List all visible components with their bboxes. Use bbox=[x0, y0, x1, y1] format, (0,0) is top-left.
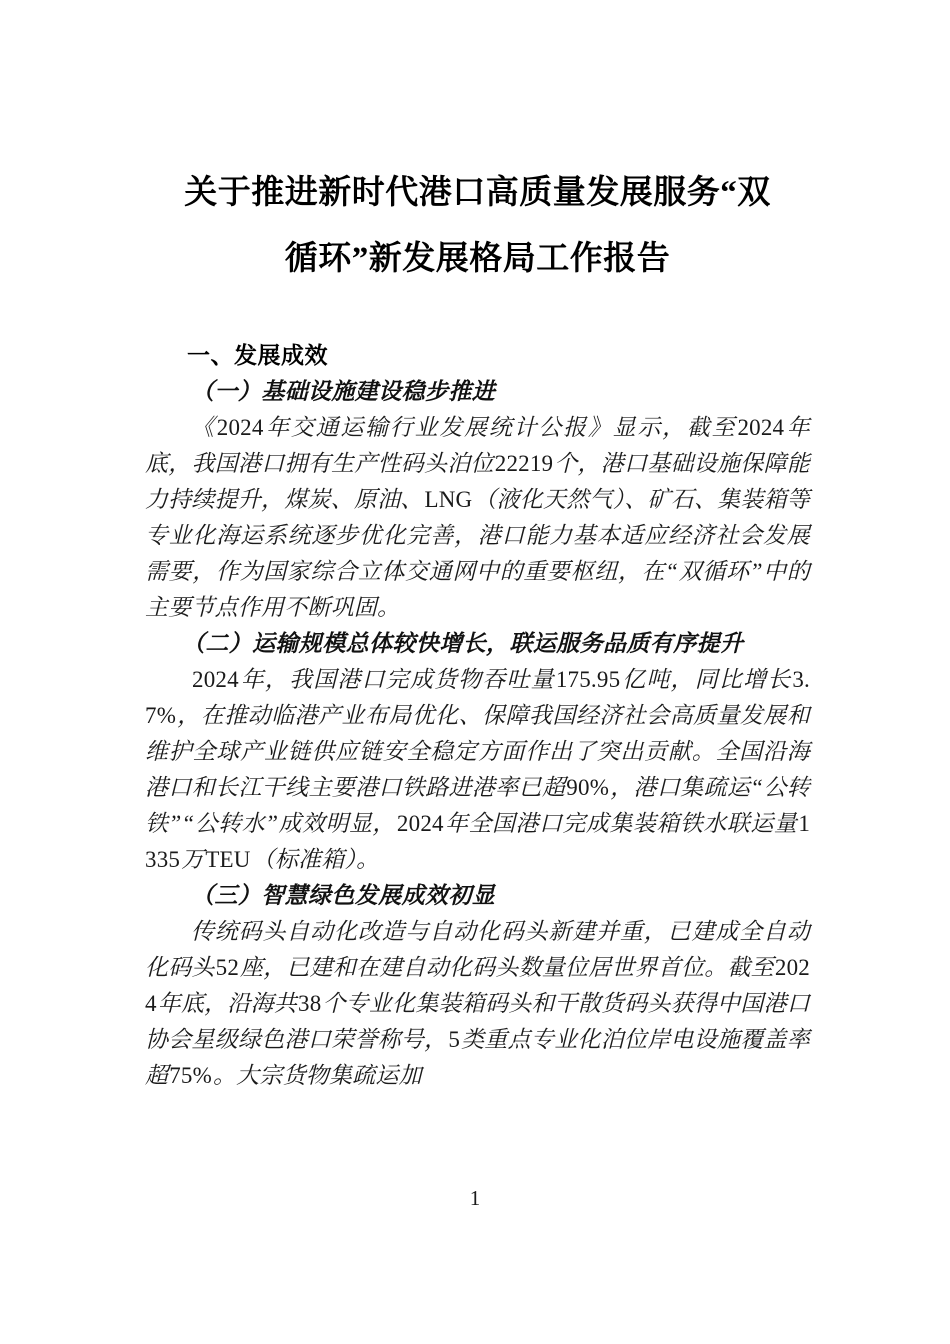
text-run: 万 bbox=[181, 847, 205, 872]
text-run: ，在推动临港产业布局优化、保障我国经济社会高质量发展和维护全球产业链供应链安全稳定方面作出了突出贡献。全国沿海港口和长江干线主要港口铁路进港率已超 bbox=[145, 703, 810, 800]
text-run: 年，我国港口完成货物吞吐量 bbox=[239, 667, 555, 692]
number-year: 2024 bbox=[145, 955, 810, 1016]
text-run: 年底，沿海共 bbox=[157, 991, 298, 1016]
number-shore-power-rate: 75% bbox=[169, 1063, 212, 1088]
text-run: 年底，我国港口拥有生产性码头泊位 bbox=[145, 415, 811, 476]
number-throughput: 175.95 bbox=[555, 667, 621, 692]
text-run: 个，港口基础设施保障能力持续提升，煤炭、原油、 bbox=[145, 451, 810, 512]
text-run: 《 bbox=[191, 415, 216, 440]
page-title bbox=[145, 0, 810, 292]
number-automated-terminals: 52 bbox=[215, 955, 240, 980]
number-year: 2024 bbox=[192, 667, 239, 692]
page-number: 1 bbox=[469, 1186, 481, 1210]
text-run: 类重点专业化泊位岸电设施覆盖率超 bbox=[145, 1027, 810, 1088]
paragraph-sub-3-body bbox=[145, 914, 810, 1094]
paragraph-sub-1-body bbox=[145, 410, 810, 626]
document-body bbox=[145, 0, 810, 1094]
section-heading-sub-3: （三）智慧绿色发展成效初显 bbox=[191, 883, 496, 908]
page-title-line-1: 关于推进新时代港口高质量发展服务“双 bbox=[184, 175, 771, 211]
text-run: 个专业化集装箱码头和干散货码头获得中国港口协会星级绿色港口荣誉称号， bbox=[145, 991, 811, 1052]
text-run: （标准箱）。 bbox=[251, 847, 380, 872]
text-run: 。大宗货物集疏运加 bbox=[212, 1063, 422, 1088]
number-berth-categories: 5 bbox=[448, 1027, 461, 1052]
number-growth-rate: 3.7% bbox=[145, 667, 810, 728]
section-heading-sub-2: （二）运输规模总体较快增长，联运服务品质有序提升 bbox=[181, 631, 744, 656]
text-run: 座，已建和在建自动化码头数量位居世界首位。截至 bbox=[240, 955, 774, 980]
abbreviation-lng: LNG bbox=[424, 487, 473, 512]
text-run: （液化天然气）、矿石、集装箱等专业化海运系统逐步优化完善，港口能力基本适应经济社会发展需要，作为国家综合立体交通网中的重要枢纽，在“双循环”中的主要节点作用不断巩固。 bbox=[145, 487, 810, 620]
text-run: ，港口集疏运“公转铁”“公转水”成效明显， bbox=[145, 775, 810, 836]
number-berths: 22219 bbox=[494, 451, 554, 476]
text-run: 传统码头自动化改造与自动化码头新建并重，已建成全自动化码头 bbox=[145, 919, 810, 980]
section-heading-sub-1: （一）基础设施建设稳步推进 bbox=[191, 379, 496, 404]
paragraph-sub-2-body bbox=[145, 662, 810, 878]
number-teu-volume: 1335 bbox=[145, 811, 811, 872]
number-green-terminals: 38 bbox=[298, 991, 322, 1016]
number-year: 2024 bbox=[396, 811, 444, 836]
number-year: 2024 bbox=[737, 415, 785, 440]
text-run: 亿吨，同比增长 bbox=[621, 667, 792, 692]
number-rail-rate: 90% bbox=[566, 775, 610, 800]
text-run: 年全国港口完成集装箱铁水联运量 bbox=[444, 811, 798, 836]
number-year: 2024 bbox=[216, 415, 264, 440]
text-run: 年交通运输行业发展统计公报》显示，截至 bbox=[264, 415, 737, 440]
section-heading-level-1: 一、发展成效 bbox=[187, 343, 328, 369]
abbreviation-teu: TEU bbox=[205, 847, 251, 872]
page-title-line-2: 循环”新发展格局工作报告 bbox=[284, 241, 671, 277]
